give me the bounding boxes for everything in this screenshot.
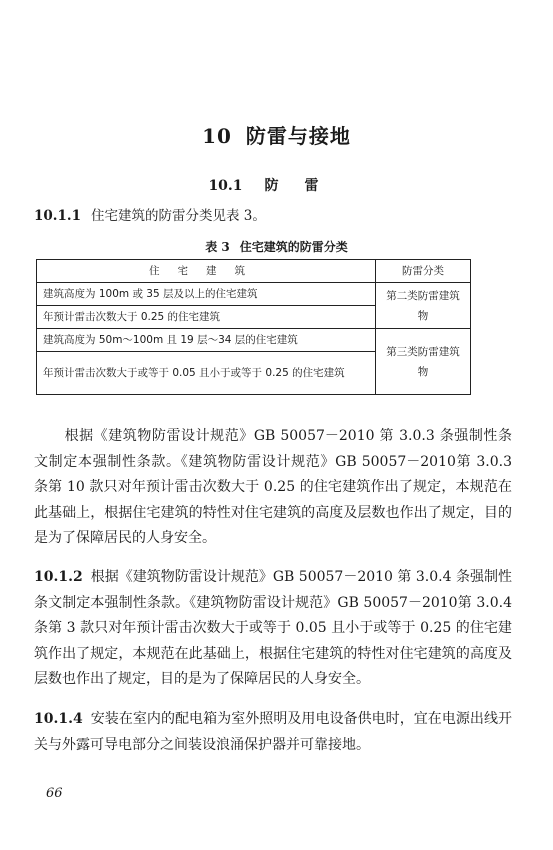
section-title — [0, 175, 553, 195]
table-cell-desc: 建筑高度为 50m～100m 且 19 层～34 层的住宅建筑 — [37, 329, 376, 352]
clause-10-1-2 — [34, 565, 512, 693]
table-header-row — [37, 260, 471, 283]
clause-text: 安装在室内的配电箱为室外照明及用电设备供电时，宜在电源出线开关与外露可导电部分之间装设浪涌保护器并可靠接地。 — [34, 711, 512, 753]
table-caption-title: 住宅建筑的防雷分类 — [239, 240, 348, 254]
chapter-title-text: 防雷与接地 — [245, 124, 351, 148]
chapter-title — [0, 120, 553, 149]
header-building: 住宅建筑 — [37, 260, 376, 283]
table-cell-desc: 年预计雷击次数大于或等于 0.05 且小于或等于 0.25 的住宅建筑 — [37, 352, 376, 395]
page-number: 66 — [46, 786, 63, 801]
clause-10-1-1 — [34, 204, 504, 229]
clause-10-1-4 — [34, 707, 512, 758]
table-cell-desc: 年预计雷击次数大于 0.25 的住宅建筑 — [37, 306, 376, 329]
table-cell-category: 第二类防雷建筑物 — [376, 283, 471, 329]
clause-number: 10.1.2 — [34, 569, 83, 585]
table-row — [37, 329, 471, 352]
clause-number: 10.1.4 — [34, 711, 83, 727]
clause-text: 住宅建筑的防雷分类见表 3。 — [90, 208, 266, 224]
clause-text: 根据《建筑物防雷设计规范》GB 50057－2010 第 3.0.4 条强制性条文制定本强制性条款。《建筑物防雷设计规范》GB 50057－2010第 3.0.4 条第 3 款只对年预计雷击次数大于或等于 0.05 且小于或等于 0.25 的住宅建筑作出了规定，本规范在此基础上，根据住宅建筑的特性对住宅建筑的高度及层数也作出了规定，目的是为了保障居民的人身安全。 — [34, 569, 512, 687]
section-title-text: 防雷 — [264, 178, 345, 194]
clause-number: 10.1.1 — [34, 208, 81, 224]
lightning-classification-table — [36, 259, 471, 395]
paragraph-text: 根据《建筑物防雷设计规范》GB 50057－2010 第 3.0.3 条强制性条文制定本强制性条款。《建筑物防雷设计规范》GB 50057－2010第 3.0.3 条第 10 款只对年预计雷击次数大于 0.25 的住宅建筑作出了规定，本规范在此基础上，根据住宅建筑的特性对住宅建筑的高度及层数也作出了规定，目的是为了保障居民的人身安全。 — [34, 428, 512, 546]
table-cell-category: 第三类防雷建筑物 — [376, 329, 471, 395]
section-number: 10.1 — [208, 178, 243, 194]
table-caption-number: 表 3 — [205, 240, 230, 254]
table-caption — [0, 238, 553, 255]
table-row — [37, 283, 471, 306]
chapter-number: 10 — [202, 124, 232, 148]
table-cell-desc: 建筑高度为 100m 或 35 层及以上的住宅建筑 — [37, 283, 376, 306]
header-category: 防雷分类 — [376, 260, 471, 283]
explanation-paragraph — [34, 424, 512, 552]
